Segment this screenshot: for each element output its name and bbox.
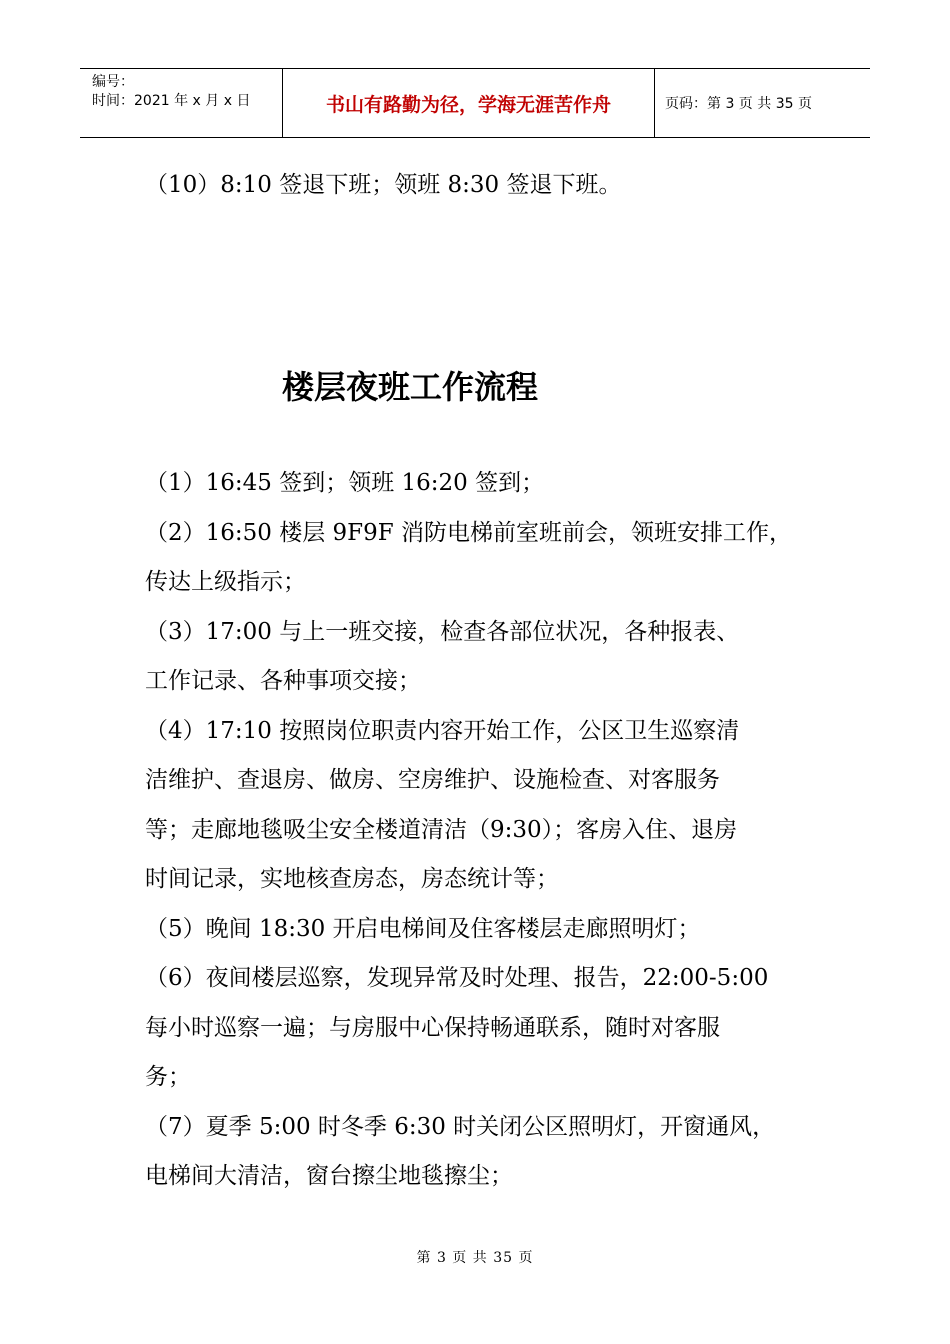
header-page-info: 页码：第 3 页 共 35 页	[665, 96, 812, 112]
body-line: 每小时巡察一遍；与房服中心保持畅通联系，随时对客服	[145, 1014, 720, 1041]
number-label: 编号：	[92, 74, 134, 90]
body-line: （2）16:50 楼层 9F9F 消防电梯前室班前会，领班安排工作，	[145, 519, 793, 546]
body-line: （6）夜间楼层巡察，发现异常及时处理、报告，22:00-5:00	[145, 965, 769, 991]
body-line: 电梯间大清洁，窗台擦尘地毯擦尘；	[145, 1163, 513, 1189]
body-line: （4）17:10 按照岗位职责内容开始工作，公区卫生巡察清	[145, 717, 740, 744]
section-title: 楼层夜班工作流程	[282, 368, 539, 406]
body-line: 工作记录、各种事项交接；	[145, 668, 421, 694]
body-line: 传达上级指示；	[145, 569, 306, 595]
body-line: 务；	[145, 1064, 191, 1090]
page-footer: 第 3 页 共 35 页	[416, 1250, 534, 1266]
body-line: （5）晚间 18:30 开启电梯间及住客楼层走廊照明灯；	[145, 915, 701, 942]
body-line: 洁维护、查退房、做房、空房维护、设施检查、对客服务	[145, 767, 720, 793]
body-line: （1）16:45 签到；领班 16:20 签到；	[145, 470, 545, 496]
body-line: 等；走廊地毯吸尘安全楼道清洁（9:30）；客房入住、退房	[145, 816, 738, 843]
body-line: 时间记录，实地核查房态，房态统计等；	[145, 866, 559, 892]
header-motto: 书山有路勤为径，学海无涯苦作舟	[282, 69, 655, 137]
header-left-cell	[80, 69, 282, 137]
page-header	[80, 68, 870, 138]
top-line: （10）8:10 签退下班；领班 8:30 签退下班。	[145, 172, 622, 198]
date-label: 时间：2021 年 x 月 x 日	[92, 93, 251, 109]
previous-section-end	[145, 161, 815, 211]
body-line: （3）17:00 与上一班交接，检查各部位状况，各种报表、	[145, 618, 740, 645]
section-body	[145, 459, 815, 1202]
body-line: （7）夏季 5:00 时冬季 6:30 时关闭公区照明灯，开窗通风，	[145, 1113, 776, 1140]
